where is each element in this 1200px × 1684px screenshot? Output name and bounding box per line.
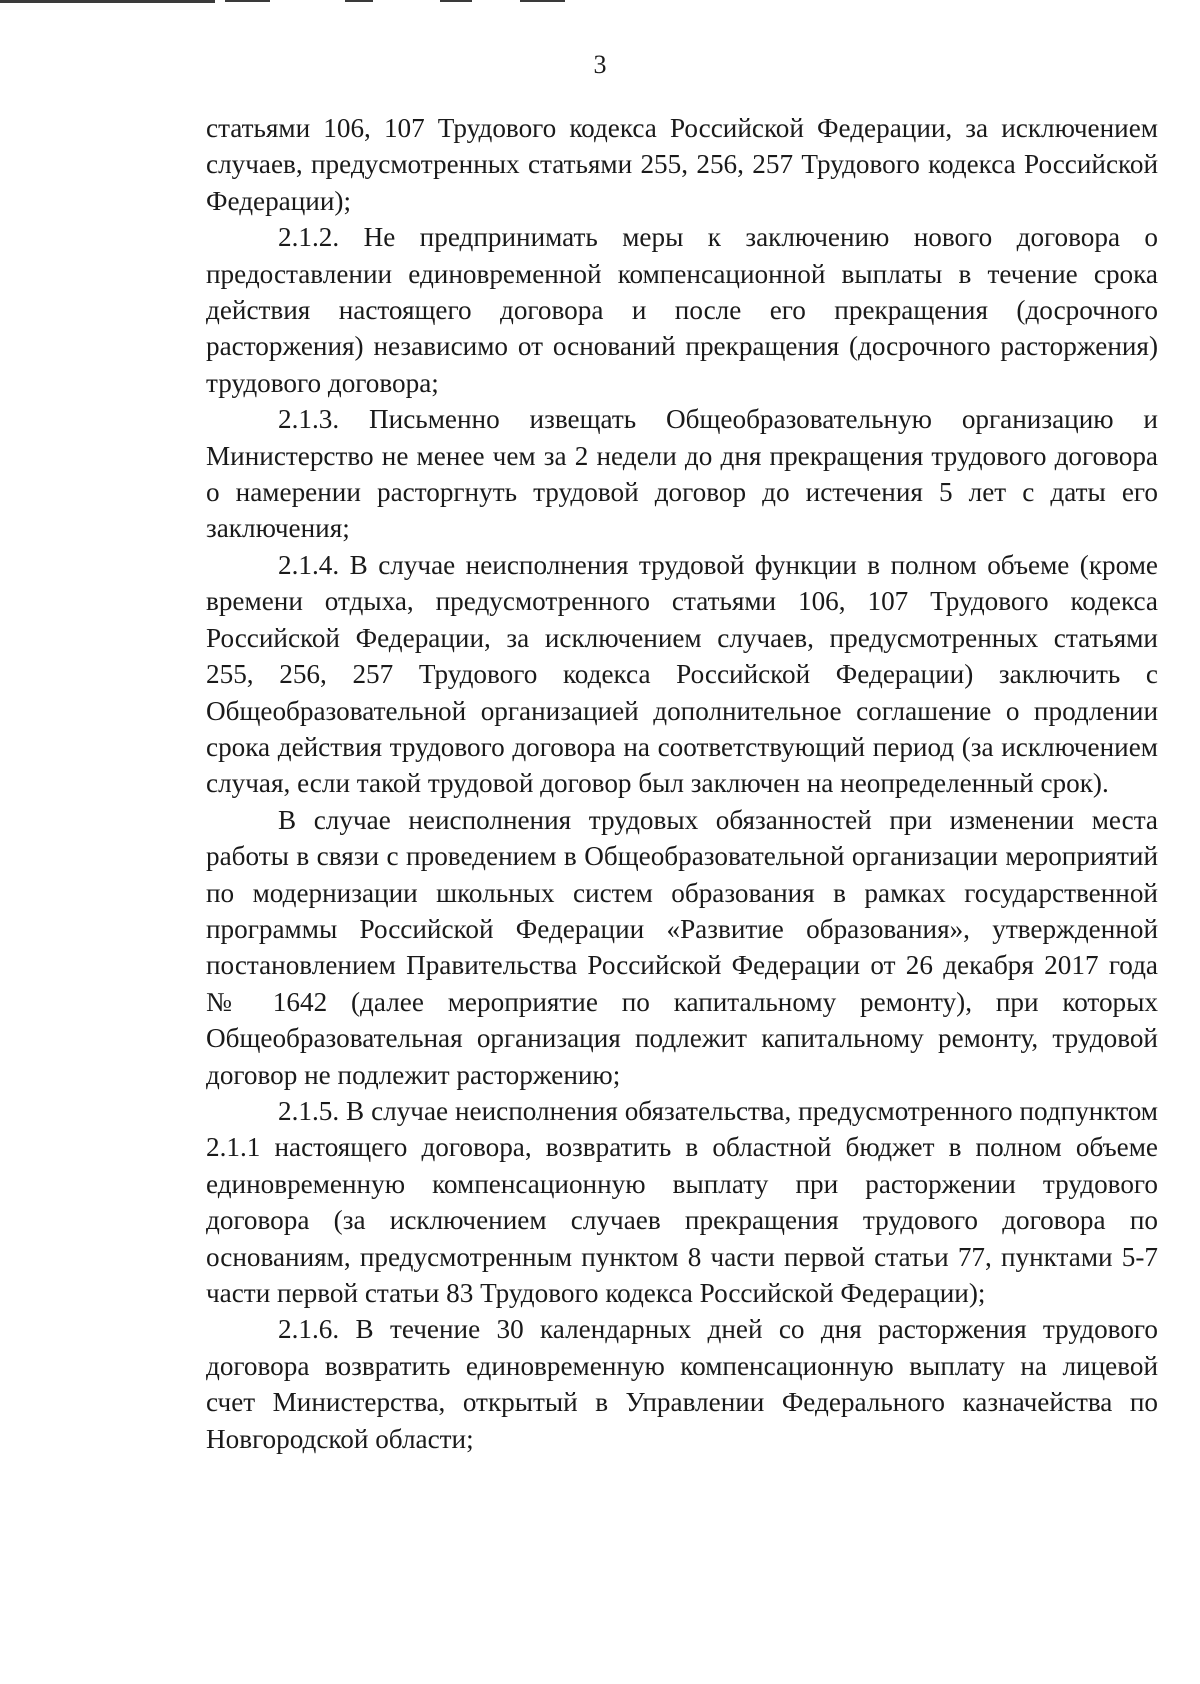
clause-2-1-4: 2.1.4. В случае неисполнения трудовой функции в полном объеме (кроме времени отдыха, предусмотренного статьями 106, 107 Трудового кодекса Российской Федерации, за исключением случаев, предусмотренных статьями 255, 256, 257 Трудового кодекса Российской Федерации) заключить с Общеобразовательной организацией дополнительное соглашение о продлении срока действия трудового договора на соответствующий период (за исключением случая, если такой трудовой договор был заключен на неопределенный срок). — [206, 549, 1158, 799]
scan-artifact — [0, 0, 215, 3]
paragraph-continuation: статьями 106, 107 Трудового кодекса Российской Федерации, за исключением случаев, предусмотренных статьями 255, 256, 257 Трудового кодекса Российской Федерации); — [206, 113, 1158, 216]
scan-artifact — [345, 0, 373, 2]
scan-artifact — [225, 0, 270, 2]
clause-2-1-5: 2.1.5. В случае неисполнения обязательства, предусмотренного подпунктом 2.1.1 настоящего договора, возвратить в областной бюджет в полном объеме единовременную компенсационную выплату при расторжении трудового договора (за исключением случаев прекращения трудового договора по основаниям, предусмотренным пунктом 8 части первой статьи 77, пунктами 5-7 части первой статьи 83 Трудового кодекса Российской Федерации); — [206, 1095, 1158, 1308]
document-body — [206, 110, 1158, 1457]
clause-2-1-4-renovation-note: В случае неисполнения трудовых обязанностей при изменении места работы в связи с проведением в Общеобразовательной организации мероприятий по модернизации школьных систем образования в рамках государственной программы Российской Федерации «Развитие образования», утвержденной постановлением Правительства Российской Федерации от 26 декабря 2017 года № 1642 (далее мероприятие по капитальному ремонту), при которых Общеобразовательная организация подлежит капитальному ремонту, трудовой договор не подлежит расторжению; — [206, 804, 1158, 1090]
clause-2-1-2: 2.1.2. Не предпринимать меры к заключению нового договора о предоставлении единовременной компенсационной выплаты в течение срока действия настоящего договора и после его прекращения (досрочного расторжения) независимо от оснований прекращения (досрочного расторжения) трудового договора; — [206, 222, 1158, 398]
page-number: 3 — [593, 50, 607, 79]
clause-2-1-6: 2.1.6. В течение 30 календарных дней со дня расторжения трудового договора возвратить единовременную компенсационную выплату на лицевой счет Министерства, открытый в Управлении Федерального казначейства по Новгородской области; — [206, 1314, 1158, 1454]
scan-artifact — [520, 0, 565, 2]
clause-2-1-3: 2.1.3. Письменно извещать Общеобразовательную организацию и Министерство не менее чем за 2 недели до дня прекращения трудового договора о намерении расторгнуть трудовой договор до истечения 5 лет с даты его заключения; — [206, 404, 1158, 544]
scan-artifact — [440, 0, 472, 2]
